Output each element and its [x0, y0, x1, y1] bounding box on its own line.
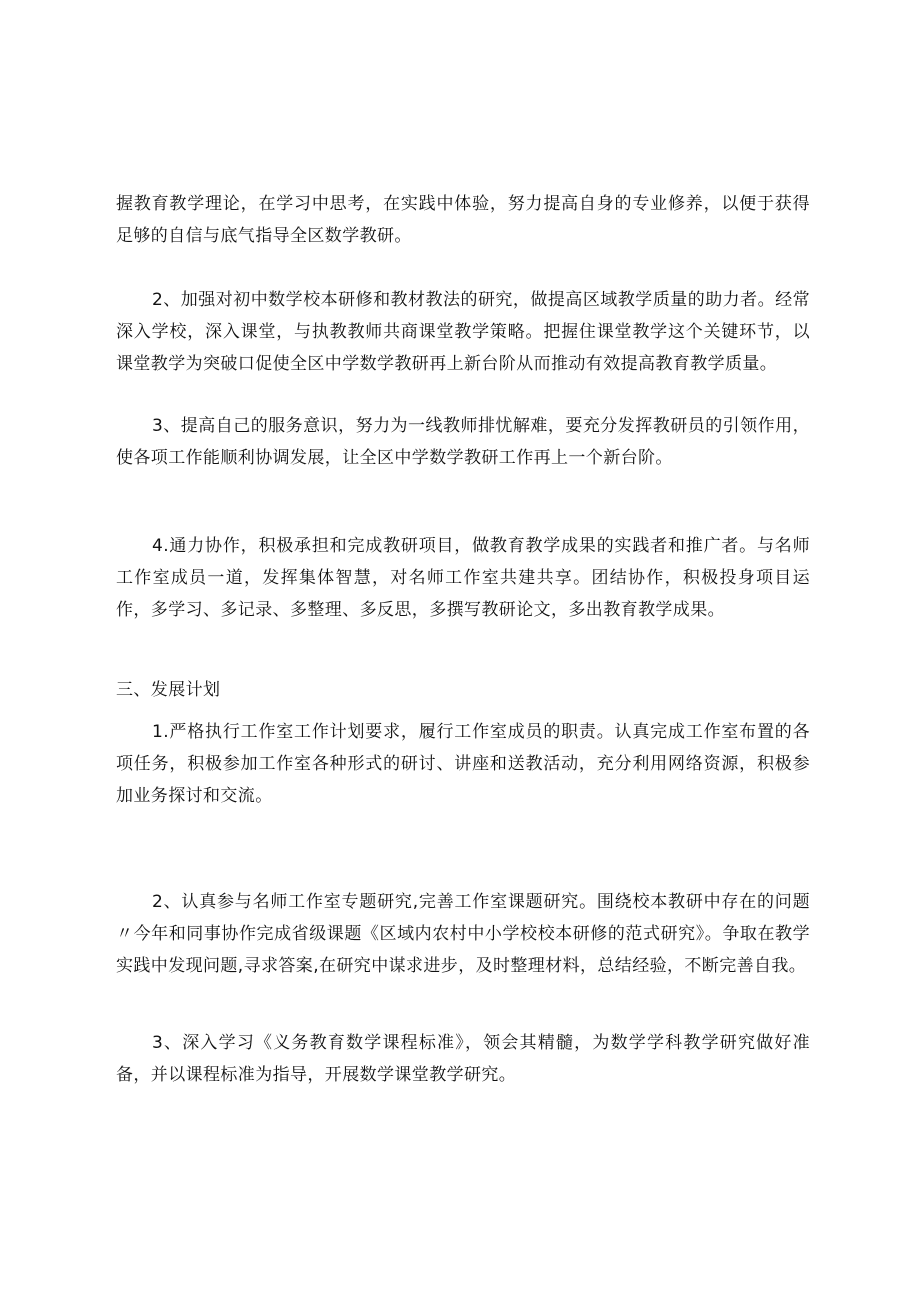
paragraph-item-2: 2、加强对初中数学校本研修和教材教法的研究，做提高区域教学质量的助力者。经常深入学校，深入课堂，与执教教师共商课堂教学策略。把握住课堂教学这个关键环节，以课堂教学为突破口促使全区中学数学教研再上新台阶从而推动有效提高教育教学质量。: [116, 290, 810, 374]
section-heading-development-plan: 三、发展计划: [116, 680, 221, 700]
plan-item-2: 2、认真参与名师工作室专题研究,完善工作室课题研究。围绕校本教研中存在的问题〃今年和同事协作完成省级课题《区域内农村中小学校校本研修的范式研究》。争取在教学实践中发现问题,寻求答案,在研究中谋求进步，及时整理材料，总结经验，不断完善自我。: [116, 892, 810, 976]
paragraph-item-3: 3、提高自己的服务意识，努力为一线教师排忧解难，要充分发挥教研员的引领作用，使各项工作能顺利协调发展，让全区中学数学教研工作再上一个新台阶。: [116, 416, 810, 468]
plan-item-1: 1.严格执行工作室工作计划要求，履行工作室成员的职责。认真完成工作室布置的各项任务，积极参加工作室各种形式的研讨、讲座和送教活动，充分利用网络资源，积极参加业务探讨和交流。: [116, 722, 810, 806]
plan-item-3: 3、深入学习《义务教育数学课程标准》，领会其精髓，为数学学科教学研究做好准备，并以课程标准为指导，开展数学课堂教学研究。: [116, 1033, 810, 1085]
paragraph-continued: 握教育教学理论，在学习中思考，在实践中体验，努力提高自身的专业修养，以便于获得足够的自信与底气指导全区数学教研。: [116, 194, 810, 246]
paragraph-item-4: 4.通力协作，积极承担和完成教研项目，做教育教学成果的实践者和推广者。与名师工作室成员一道，发挥集体智慧，对名师工作室共建共享。团结协作，积极投身项目运作，多学习、多记录、多整理、多反思，多撰写教研论文，多出教育教学成果。: [116, 536, 810, 620]
